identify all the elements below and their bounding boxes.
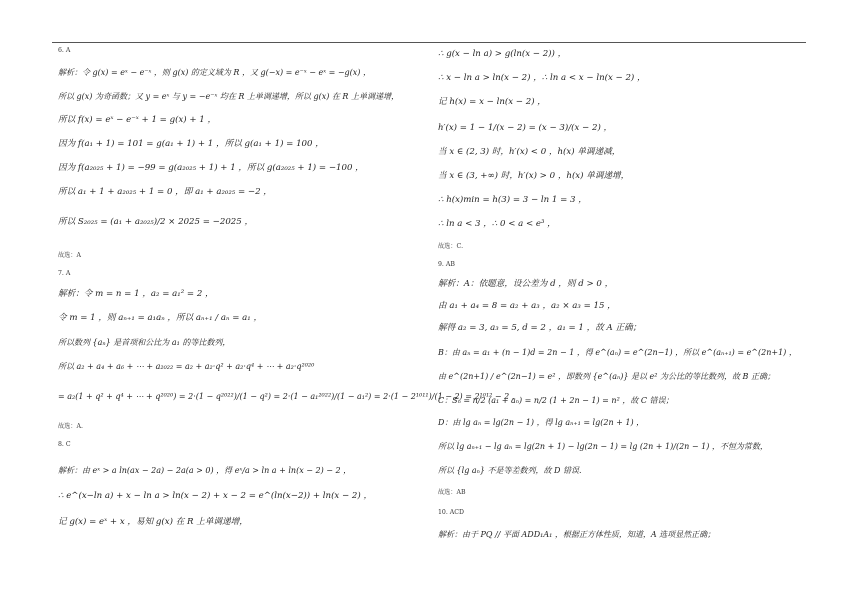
left-solution-line: 因为 f(a₁ + 1) = 101 = g(a₁ + 1) + 1 ，所以 g(a₁ + 1) = 100 ，: [58, 139, 324, 149]
left-solution-line: 解析：令 m = n = 1 ，a₂ = a₁² = 2 ，: [58, 289, 214, 299]
left-solution-line: ∴ e^(x−ln a) + x − ln a > ln(x − 2) + x − 2 = e^(ln(x−2)) + ln(x − 2) ，: [58, 491, 373, 501]
right-solution-line: 故选：AB: [438, 489, 466, 496]
right-solution-line: B：由 aₙ = a₁ + (n − 1)d = 2n − 1 ，得 e^(aₙ) = e^(2n−1) ，所以 e^(aₙ₊₁) = e^(2n+1) ，: [438, 348, 797, 357]
right-solution-line: 10. ACD: [438, 509, 464, 516]
right-solution-line: 解析：由于 PQ // 平面 ADD₁A₁ ，根据正方体性质，知道，A 选项显然正确；: [438, 530, 716, 539]
right-solution-line: 所以 {lg aₙ} 不是等差数列，故 D 错误.: [438, 466, 582, 475]
left-solution-line: 7. A: [58, 270, 71, 277]
right-solution-line: 由 e^(2n+1) / e^(2n−1) = e² ，即数列 {e^(aₙ)} 是以 e² 为公比的等比数列，故 B 正确；: [438, 372, 775, 381]
right-solution-line: 由 a₁ + a₄ = 8 = a₂ + a₃ ，a₂ × a₃ = 15 ，: [438, 301, 616, 311]
right-solution-line: C：Sₙ = n/2 (a₁ + aₙ) = n/2 (1 + 2n − 1) = n² ，故 C 错误；: [438, 396, 674, 405]
left-solution-line: 6. A: [58, 47, 71, 54]
right-solution-line: ∴ h(x)min = h(3) = 3 − ln 1 = 3 ，: [438, 195, 587, 205]
left-solution-line: 故选：A.: [58, 423, 83, 430]
left-solution-line: 所以 a₂ + a₄ + a₆ + ⋯ + a₂₀₂₂ = a₂ + a₂·q² + a₂·q⁴ + ⋯ + a₂·q²⁰²⁰: [58, 362, 315, 371]
right-solution-line: 解析：A：依题意，设公差为 d ，则 d > 0 ，: [438, 279, 614, 289]
left-solution-line: 所以 f(x) = eˣ − e⁻ˣ + 1 = g(x) + 1 ，: [58, 115, 217, 125]
left-solution-line: 令 m = 1 ，则 aₙ₊₁ = a₁aₙ ，所以 aₙ₊₁ / aₙ = a₁ ，: [58, 313, 263, 323]
left-solution-line: = a₂(1 + q² + q⁴ + ⋯ + q²⁰²⁰) = 2·(1 − q²⁰²²)/(1 − q²) = 2·(1 − a₁²⁰²²)/(1 − a₁²) = 2·(1 − 2¹⁰¹¹)/(1 − 2) = 2¹⁰¹² − 2 ，: [58, 392, 520, 401]
right-solution-line: ∴ g(x − ln a) > g(ln(x − 2)) ，: [438, 49, 567, 59]
left-solution-line: 因为 f(a₂₀₂₅ + 1) = −99 = g(a₂₀₂₅ + 1) + 1 ，所以 g(a₂₀₂₅ + 1) = −100 ，: [58, 163, 364, 173]
right-solution-line: 故选：C.: [438, 243, 464, 250]
left-solution-line: 解析：令 g(x) = eˣ − e⁻ˣ ，则 g(x) 的定义域为 R ，又 g(−x) = e⁻ˣ − eˣ = −g(x) ，: [58, 68, 371, 77]
left-solution-line: 所以 a₁ + 1 + a₂₀₂₅ + 1 = 0 ，即 a₁ + a₂₀₂₅ = −2 ，: [58, 187, 272, 197]
right-solution-line: 当 x ∈ (2, 3) 时，h′(x) < 0 ，h(x) 单调递减，: [438, 147, 621, 157]
right-solution-line: ∴ x − ln a > ln(x − 2) ，∴ ln a < x − ln(x − 2) ，: [438, 73, 646, 83]
left-solution-line: 8. C: [58, 441, 71, 448]
left-solution-line: 所以 S₂₀₂₅ = (a₁ + a₂₀₂₅)/2 × 2025 = −2025 ，: [58, 217, 254, 227]
left-solution-line: 记 g(x) = eˣ + x ，易知 g(x) 在 R 上单调递增，: [58, 517, 248, 527]
right-solution-line: 记 h(x) = x − ln(x − 2) ，: [438, 97, 546, 107]
right-solution-line: 当 x ∈ (3, +∞) 时，h′(x) > 0 ，h(x) 单调递增，: [438, 171, 630, 181]
left-solution-line: 所以数列 {aₙ} 是首项和公比为 a₁ 的等比数列，: [58, 338, 231, 347]
left-solution-line: 解析：由 eˣ > a ln(ax − 2a) − 2a(a > 0) ，得 eˣ/a > ln a + ln(x − 2) − 2 ，: [58, 466, 352, 475]
left-solution-line: 故选：A: [58, 252, 82, 259]
right-solution-line: 9. AB: [438, 261, 455, 268]
left-solution-line: 所以 g(x) 为奇函数；又 y = eˣ 与 y = −e⁻ˣ 均在 R 上单调递增，所以 g(x) 在 R 上单调递增，: [58, 92, 400, 101]
right-solution-line: 所以 lg aₙ₊₁ − lg aₙ = lg(2n + 1) − lg(2n − 1) = lg (2n + 1)/(2n − 1) ，不恒为常数，: [438, 442, 768, 451]
right-solution-line: ∴ ln a < 3 ，∴ 0 < a < e³ ，: [438, 219, 556, 229]
header-rule: [52, 42, 806, 43]
right-solution-line: D：由 lg aₙ = lg(2n − 1) ，得 lg aₙ₊₁ = lg(2n + 1) ，: [438, 418, 645, 427]
right-solution-line: 解得 a₂ = 3, a₃ = 5, d = 2 ，a₁ = 1 ，故 A 正确；: [438, 323, 642, 333]
right-solution-line: h′(x) = 1 − 1/(x − 2) = (x − 3)/(x − 2) ，: [438, 123, 613, 133]
